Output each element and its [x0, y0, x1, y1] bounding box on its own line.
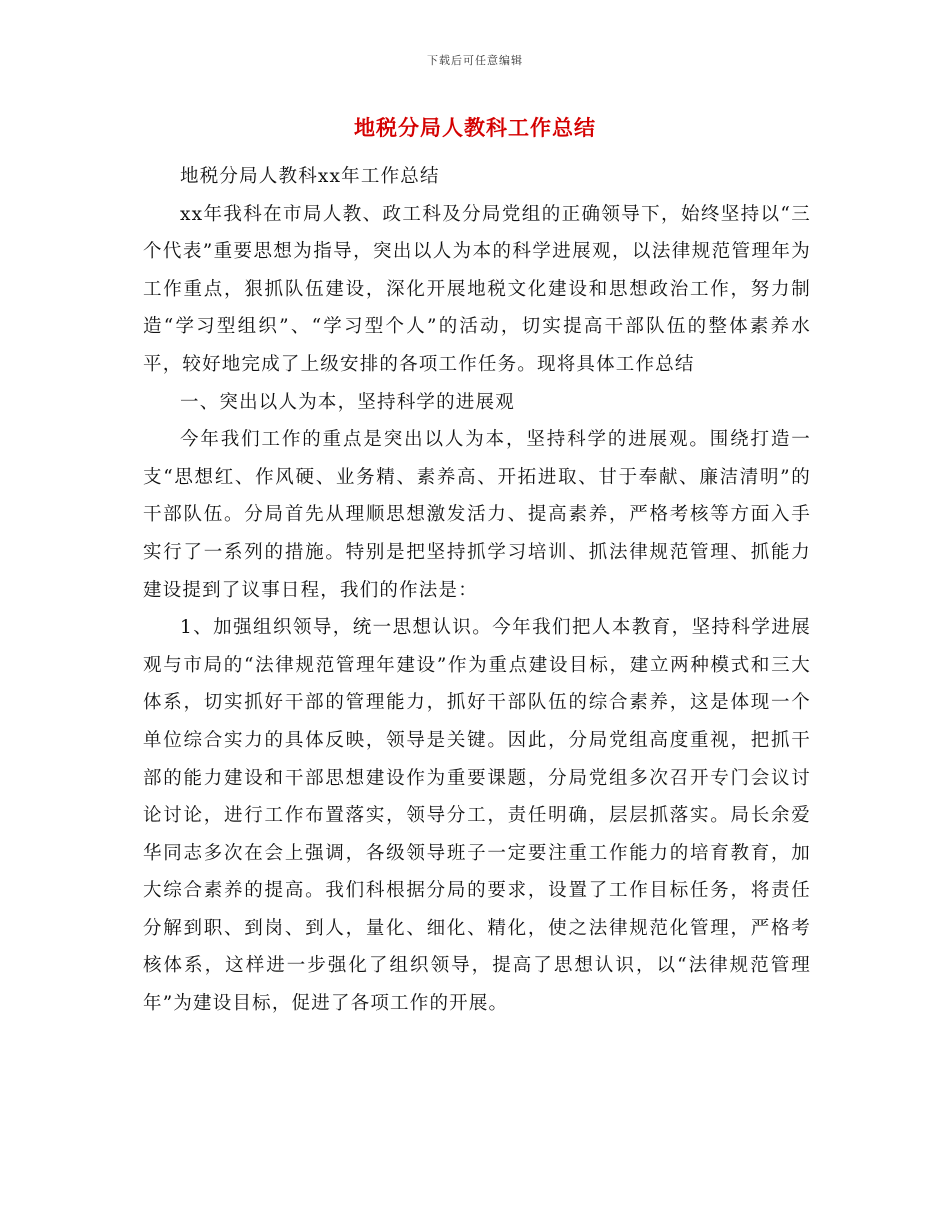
document-title: 地税分局人教科工作总结 — [354, 115, 596, 140]
section-heading: 一、突出以人为本，坚持科学的进展观 — [180, 391, 515, 413]
item-paragraph: 1、加强组织领导，统一思想认识。今年我们把人本教育，坚持科学进展观与市局的“法律规范管理年建设”作为重点建设目标，建立两种模式和三大体系，切实抓好干部的管理能力，抓好干部队伍的综合素养，这是体现一个单位综合实力的具体反映，领导是关键。因此，分局党组高度重视，把抓干部的能力建设和干部思想建设作为重要课题，分局党组多次召开专门会议讨论讨论，进行工作布置落实，领导分工，责任明确，层层抓落实。局长余爱华同志多次在会上强调，各级领导班子一定要注重工作能力的培育教育，加大综合素养的提高。我们科根据分局的要求，设置了工作目标任务，将责任分解到职、到岗、到人，量化、细化、精化，使之法律规范化管理，严格考核体系，这样进一步强化了组织领导，提高了思想认识，以“法律规范管理年”为建设目标，促进了各项工作的开展。 — [143, 617, 811, 1015]
intro-paragraph: xx年我科在市局人教、政工科及分局党组的正确领导下，始终坚持以“三个代表”重要思想为指导，突出以人为本的科学进展观，以法律规范管理年为工作重点，狠抓队伍建设，深化开展地税文化建设和思想政治工作，努力制造“学习型组织”、“学习型个人”的活动，切实提高干部队伍的整体素养水平，较好地完成了上级安排的各项工作任务。现将具体工作总结 — [143, 203, 811, 375]
header-note: 下载后可任意编辑 — [427, 54, 523, 67]
section-paragraph: 今年我们工作的重点是突出以人为本，坚持科学的进展观。围绕打造一支“思想红、作风硬、业务精、素养高、开拓进取、甘于奉献、廉洁清明”的干部队伍。分局首先从理顺思想激发活力、提高素养，严格考核等方面入手实行了一系列的措施。特别是把坚持抓学习培训、抓法律规范管理、抓能力建设提到了议事日程，我们的作法是： — [143, 429, 811, 601]
document-body — [143, 158, 811, 1023]
subtitle-paragraph: 地税分局人教科xx年工作总结 — [180, 166, 440, 187]
